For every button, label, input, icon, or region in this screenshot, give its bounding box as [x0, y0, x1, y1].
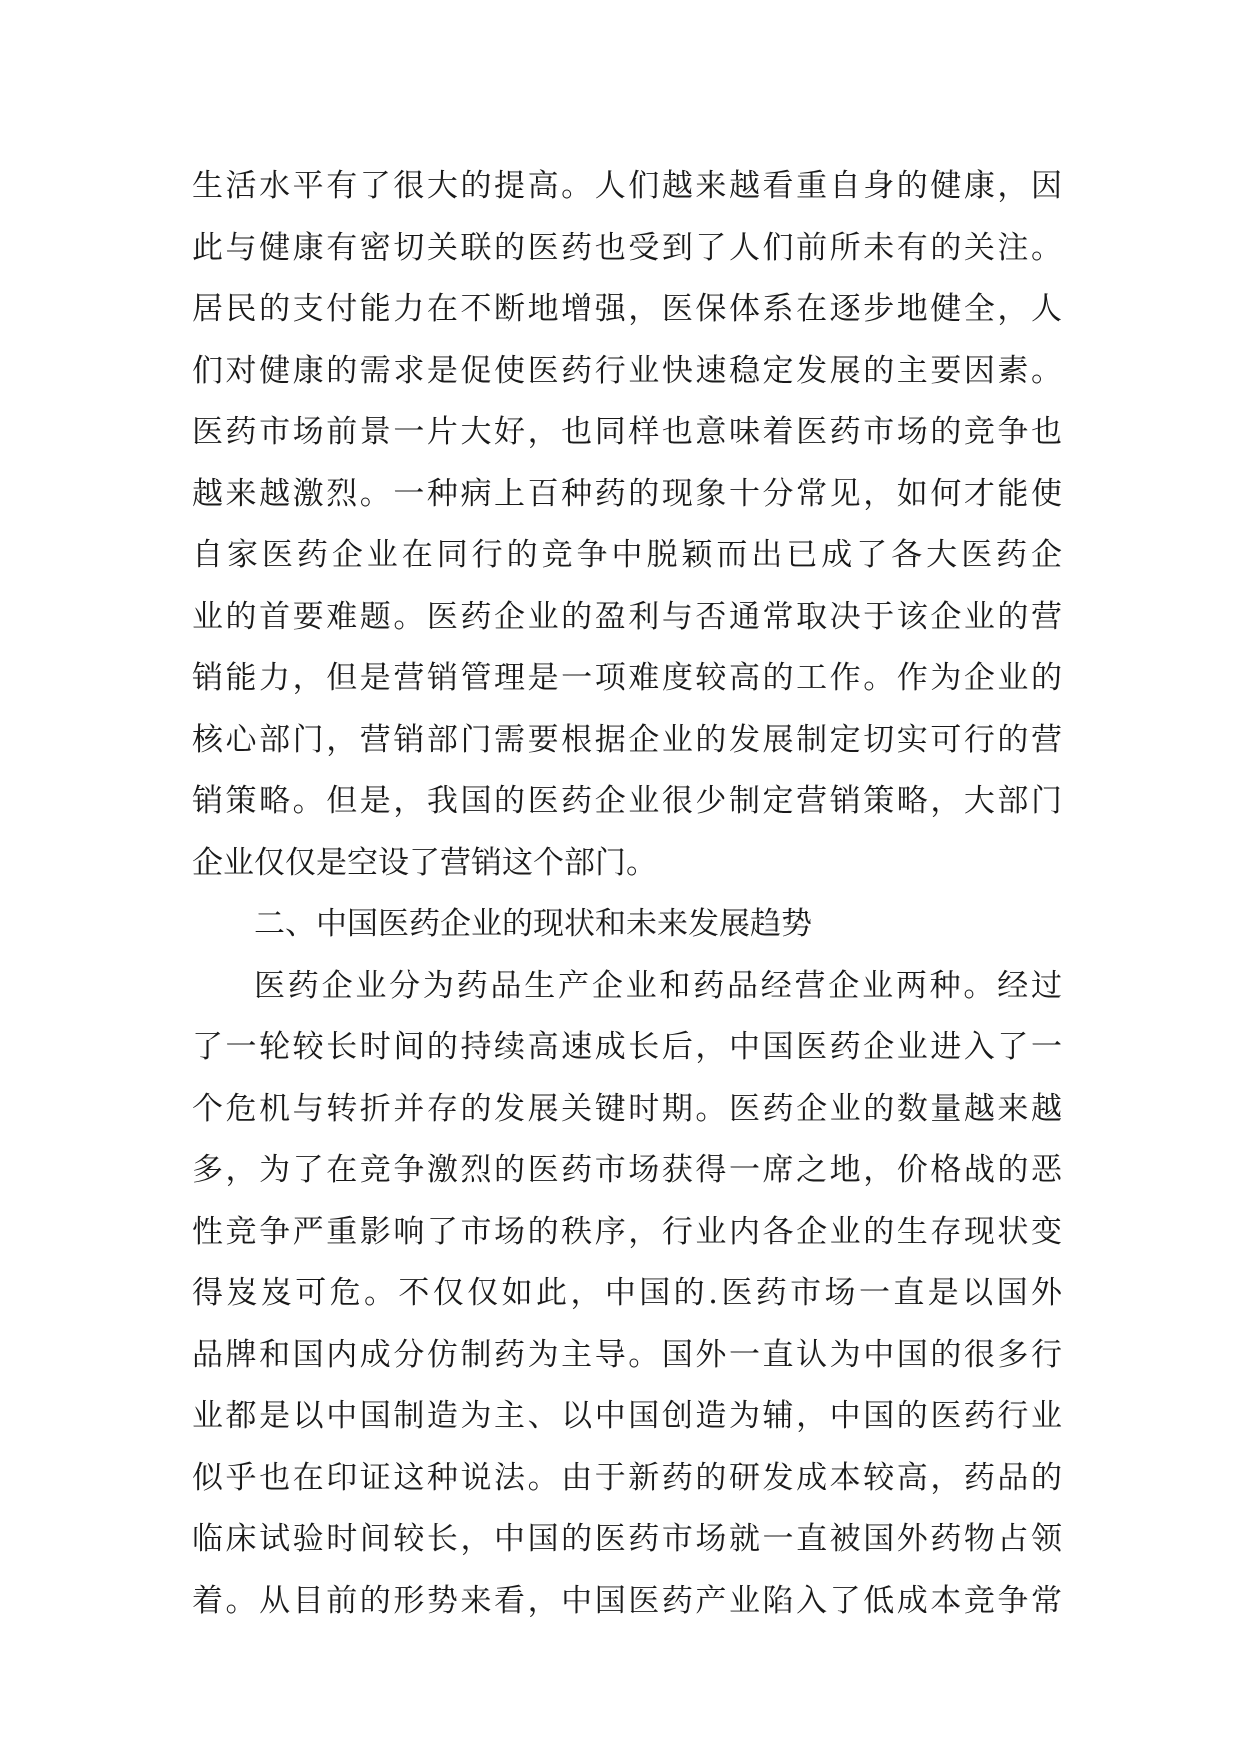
- paragraph-line: 业都是以中国制造为主、以中国创造为辅，中国的医药行业: [192, 1398, 1062, 1434]
- paragraph-line: 业的首要难题。医药企业的盈利与否通常取决于该企业的营: [192, 598, 1062, 635]
- paragraph-line: 了一轮较长时间的持续高速成长后，中国医药企业进入了一: [192, 1029, 1062, 1065]
- paragraph-line: 着。从目前的形势来看，中国医药产业陷入了低成本竞争常: [192, 1582, 1062, 1619]
- paragraph-line: 生活水平有了很大的提高。人们越来越看重自身的健康，因: [192, 168, 1062, 204]
- paragraph-line: 核心部门，营销部门需要根据企业的发展制定切实可行的营: [192, 721, 1062, 758]
- paragraph-line: 品牌和国内成分仿制药为主导。国外一直认为中国的很多行: [192, 1336, 1062, 1373]
- paragraph-line: 越来越激烈。一种病上百种药的现象十分常见，如何才能使: [192, 475, 1062, 512]
- paragraph-line: 销能力，但是营销管理是一项难度较高的工作。作为企业的: [192, 660, 1062, 696]
- section-heading: 二、中国医药企业的现状和未来发展趋势: [254, 906, 812, 942]
- paragraph-line: 居民的支付能力在不断地增强，医保体系在逐步地健全，人: [192, 291, 1062, 327]
- paragraph-line: 销策略。但是，我国的医药企业很少制定营销策略，大部门: [192, 783, 1062, 819]
- paragraph-line: 得岌岌可危。不仅仅如此，中国的.医药市场一直是以国外: [192, 1275, 1062, 1311]
- paragraph-line: 自家医药企业在同行的竞争中脱颖而出已成了各大医药企: [192, 537, 1062, 573]
- paragraph-1: [192, 156, 1062, 894]
- paragraph-line: 似乎也在印证这种说法。由于新药的研发成本较高，药品的: [192, 1459, 1062, 1496]
- paragraph-2: [192, 956, 1062, 1633]
- paragraph-line: 性竞争严重影响了市场的秩序，行业内各企业的生存现状变: [192, 1213, 1062, 1250]
- paragraph-line: 多，为了在竞争激烈的医药市场获得一席之地，价格战的恶: [192, 1152, 1062, 1188]
- paragraph-line: 们对健康的需求是促使医药行业快速稳定发展的主要因素。: [192, 352, 1062, 389]
- paragraph-line: 此与健康有密切关联的医药也受到了人们前所未有的关注。: [192, 229, 1062, 266]
- paragraph-line: 医药市场前景一片大好，也同样也意味着医药市场的竞争也: [192, 414, 1062, 450]
- paragraph-line: 医药企业分为药品生产企业和药品经营企业两种。经过: [254, 967, 1062, 1004]
- paragraph-line: 临床试验时间较长，中国的医药市场就一直被国外药物占领: [192, 1521, 1062, 1557]
- paragraph-line: 个危机与转折并存的发展关键时期。医药企业的数量越来越: [192, 1090, 1062, 1127]
- paragraph-line: 企业仅仅是空设了营销这个部门。: [192, 844, 657, 881]
- document-body: [192, 156, 1062, 1632]
